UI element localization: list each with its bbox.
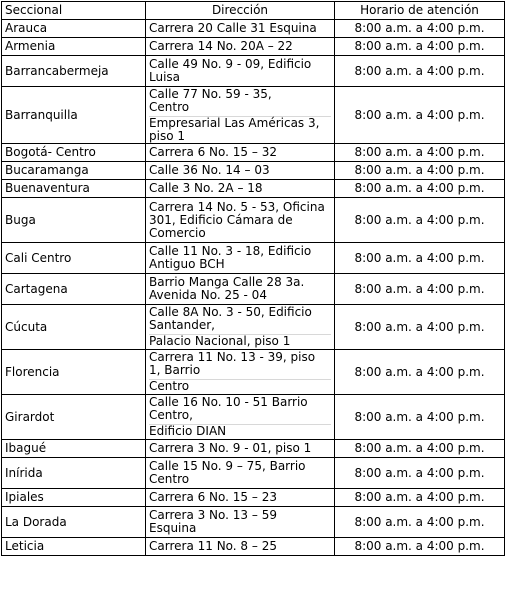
cell-seccional: Barranquilla — [2, 87, 146, 144]
direccion-line: Centro — [149, 472, 190, 486]
cell-horario: 8:00 a.m. a 4:00 p.m. — [335, 274, 505, 305]
cell-direccion — [146, 489, 335, 507]
table-row — [2, 87, 505, 144]
cell-seccional: Bucaramanga — [2, 162, 146, 180]
direccion-line: Palacio Nacional, piso 1 — [149, 334, 331, 348]
table-row — [2, 350, 505, 395]
direccion-line: Carrera 6 No. 15 – 23 — [149, 490, 277, 504]
table-row — [2, 144, 505, 162]
direccion-line: Calle 15 No. 9 – 75, Barrio — [149, 459, 306, 473]
table-row — [2, 162, 505, 180]
cell-direccion — [146, 440, 335, 458]
cell-seccional: Bogotá- Centro — [2, 144, 146, 162]
direccion-line: Luisa — [149, 70, 181, 84]
table-row — [2, 507, 505, 538]
direccion-line: 301, Edificio Cámara de — [149, 212, 293, 227]
cell-seccional: Cali Centro — [2, 243, 146, 274]
cell-seccional: Inírida — [2, 458, 146, 489]
cell-horario: 8:00 a.m. a 4:00 p.m. — [335, 162, 505, 180]
table-row — [2, 20, 505, 38]
cell-direccion — [146, 458, 335, 489]
direccion-line: Carrera 6 No. 15 – 32 — [149, 145, 277, 159]
direccion-line: Edificio DIAN — [149, 424, 331, 438]
cell-direccion — [146, 507, 335, 538]
cell-direccion — [146, 274, 335, 305]
direccion-line: Carrera 20 Calle 31 Esquina — [149, 21, 317, 35]
direccion-line: 1, Barrio — [149, 363, 201, 377]
table-row — [2, 274, 505, 305]
table-header-row — [2, 2, 505, 20]
offices-table — [1, 1, 505, 556]
cell-direccion — [146, 180, 335, 198]
direccion-line: Calle 77 No. 59 - 35, — [149, 86, 272, 101]
direccion-line: Calle 11 No. 3 - 18, Edificio — [149, 244, 312, 258]
cell-seccional: Buenaventura — [2, 180, 146, 198]
direccion-line: Calle 3 No. 2A – 18 — [149, 181, 263, 195]
direccion-line: Calle 49 No. 9 - 09, Edificio — [149, 57, 312, 71]
direccion-line: Esquina — [149, 521, 197, 535]
cell-horario: 8:00 a.m. a 4:00 p.m. — [335, 489, 505, 507]
cell-direccion — [146, 198, 335, 243]
cell-direccion — [146, 38, 335, 56]
cell-seccional: Buga — [2, 198, 146, 243]
cell-horario: 8:00 a.m. a 4:00 p.m. — [335, 87, 505, 144]
header-horario: Horario de atención — [335, 2, 505, 20]
cell-seccional: Cúcuta — [2, 305, 146, 350]
cell-direccion — [146, 162, 335, 180]
direccion-line: Antiguo BCH — [149, 257, 225, 271]
cell-seccional: Barrancabermeja — [2, 56, 146, 87]
cell-horario: 8:00 a.m. a 4:00 p.m. — [335, 20, 505, 38]
direccion-line: Calle 8A No. 3 - 50, Edificio — [149, 305, 312, 319]
table-row — [2, 38, 505, 56]
table-row — [2, 538, 505, 556]
cell-horario: 8:00 a.m. a 4:00 p.m. — [335, 243, 505, 274]
direccion-line: Carrera 14 No. 5 - 53, Oficina — [149, 199, 325, 214]
cell-seccional: Arauca — [2, 20, 146, 38]
direccion-line: Barrio Manga Calle 28 3a. — [149, 275, 305, 289]
table-row — [2, 56, 505, 87]
cell-seccional: Armenia — [2, 38, 146, 56]
cell-direccion — [146, 350, 335, 395]
cell-horario: 8:00 a.m. a 4:00 p.m. — [335, 56, 505, 87]
table-row — [2, 198, 505, 243]
direccion-line: Carrera 11 No. 8 – 25 — [149, 539, 277, 553]
cell-seccional: Ipiales — [2, 489, 146, 507]
cell-seccional: La Dorada — [2, 507, 146, 538]
cell-direccion — [146, 305, 335, 350]
table-row — [2, 489, 505, 507]
cell-seccional: Leticia — [2, 538, 146, 556]
cell-seccional: Ibagué — [2, 440, 146, 458]
direccion-line: Comercio — [149, 225, 206, 240]
cell-direccion — [146, 20, 335, 38]
direccion-line: Calle 36 No. 14 – 03 — [149, 163, 270, 177]
cell-seccional: Girardot — [2, 395, 146, 440]
direccion-line: Carrera 11 No. 13 - 39, piso — [149, 350, 316, 364]
direccion-line: Centro — [149, 99, 190, 114]
cell-horario: 8:00 a.m. a 4:00 p.m. — [335, 38, 505, 56]
table-row — [2, 243, 505, 274]
cell-seccional: Cartagena — [2, 274, 146, 305]
table-row — [2, 440, 505, 458]
direccion-line: Santander, — [149, 318, 215, 332]
cell-horario: 8:00 a.m. a 4:00 p.m. — [335, 440, 505, 458]
direccion-line: Empresarial Las Américas 3, — [149, 116, 331, 130]
cell-horario: 8:00 a.m. a 4:00 p.m. — [335, 198, 505, 243]
direccion-line: Calle 16 No. 10 - 51 Barrio — [149, 395, 308, 409]
cell-horario: 8:00 a.m. a 4:00 p.m. — [335, 305, 505, 350]
cell-direccion — [146, 395, 335, 440]
cell-direccion — [146, 144, 335, 162]
table-row — [2, 395, 505, 440]
cell-horario: 8:00 a.m. a 4:00 p.m. — [335, 350, 505, 395]
header-seccional: Seccional — [2, 2, 146, 20]
cell-horario: 8:00 a.m. a 4:00 p.m. — [335, 538, 505, 556]
cell-horario: 8:00 a.m. a 4:00 p.m. — [335, 507, 505, 538]
direccion-line: Carrera 3 No. 13 – 59 — [149, 508, 277, 522]
cell-direccion — [146, 87, 335, 144]
cell-horario: 8:00 a.m. a 4:00 p.m. — [335, 458, 505, 489]
direccion-line: Avenida No. 25 - 04 — [149, 288, 267, 302]
cell-horario: 8:00 a.m. a 4:00 p.m. — [335, 144, 505, 162]
direccion-line: Carrera 3 No. 9 - 01, piso 1 — [149, 441, 312, 455]
direccion-line: Centro — [149, 379, 331, 393]
direccion-line: Carrera 14 No. 20A – 22 — [149, 39, 293, 53]
cell-direccion — [146, 56, 335, 87]
cell-horario: 8:00 a.m. a 4:00 p.m. — [335, 180, 505, 198]
cell-seccional: Florencia — [2, 350, 146, 395]
table-row — [2, 180, 505, 198]
cell-direccion — [146, 538, 335, 556]
table-row — [2, 305, 505, 350]
direccion-line: piso 1 — [149, 128, 185, 143]
table-row — [2, 458, 505, 489]
cell-horario: 8:00 a.m. a 4:00 p.m. — [335, 395, 505, 440]
direccion-line: Centro, — [149, 408, 193, 422]
cell-direccion — [146, 243, 335, 274]
header-direccion: Dirección — [146, 2, 335, 20]
